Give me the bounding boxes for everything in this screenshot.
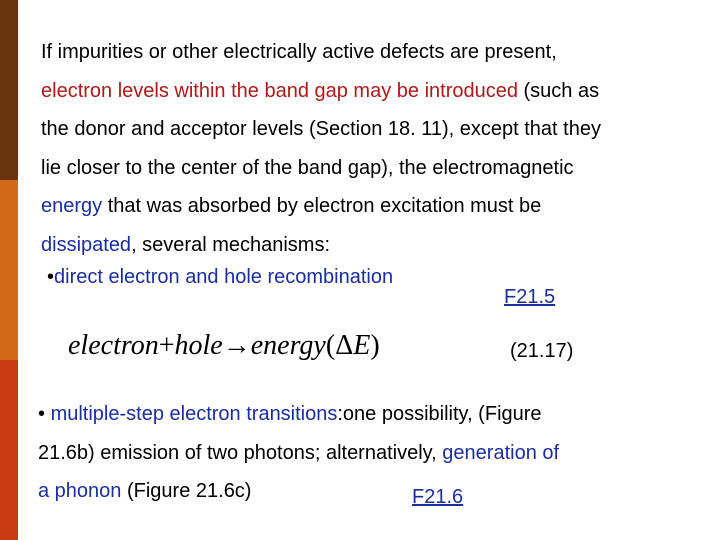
highlight-phonon: a phonon bbox=[38, 480, 122, 502]
figure-link-f21-6[interactable]: F21.6 bbox=[412, 486, 464, 508]
highlight-energy: energy bbox=[41, 195, 103, 217]
paragraph2-line-1-rest: :one possibility, (Figure bbox=[337, 403, 542, 425]
paragraph-multistep bbox=[38, 395, 713, 511]
paragraph-line-6-rest: , several mechanisms: bbox=[131, 233, 331, 256]
equation-term-energy: energy bbox=[250, 330, 326, 361]
paragraph-line-2 bbox=[41, 72, 716, 111]
paragraph-line-3: the donor and acceptor levels (Section 18. 11), except that they bbox=[41, 118, 601, 140]
paragraph-impurities bbox=[41, 33, 716, 264]
equation-var-e: E bbox=[353, 330, 371, 361]
bullet-marker: • bbox=[47, 266, 55, 288]
equation-term-electron: electron bbox=[68, 330, 159, 361]
figure-link-f21-5[interactable]: F21.5 bbox=[504, 286, 556, 308]
highlight-multistep: multiple-step electron transitions bbox=[50, 403, 338, 425]
highlight-band-gap-levels: electron levels within the band gap may be introduced bbox=[41, 79, 518, 102]
side-bar-top bbox=[0, 0, 18, 180]
bullet-direct-recombination bbox=[47, 263, 393, 291]
paragraph-line-5 bbox=[41, 187, 716, 226]
paragraph2-line-2-start: 21.6b) emission of two photons; alternatively, bbox=[38, 441, 443, 464]
paragraph-line-5-rest: that was absorbed by electron excitation must be bbox=[102, 195, 542, 217]
bullet-marker-2: • bbox=[38, 403, 46, 425]
paragraph-line-2-rest: (such as bbox=[517, 79, 600, 102]
paragraph2-line-2 bbox=[38, 434, 713, 473]
side-bar-bottom bbox=[0, 360, 18, 540]
paragraph2-line-1 bbox=[38, 395, 713, 434]
bullet-direct-recombination-text: direct electron and hole recombination bbox=[54, 266, 394, 288]
highlight-dissipated: dissipated bbox=[41, 233, 132, 256]
paragraph-line-6 bbox=[41, 226, 716, 265]
highlight-generation-of: generation of bbox=[442, 441, 560, 464]
equation-paren-open: ( bbox=[325, 330, 336, 361]
equation-paren-close: ) bbox=[370, 330, 380, 361]
paragraph2-line-3 bbox=[38, 472, 713, 511]
paragraph-line-1: If impurities or other electrically active defects are present, bbox=[41, 41, 557, 63]
equation-delta: Δ bbox=[335, 330, 354, 361]
equation-recombination bbox=[68, 330, 380, 362]
paragraph2-line-3-rest: (Figure 21.6c) bbox=[121, 480, 252, 502]
equation-plus: + bbox=[158, 330, 175, 361]
side-bar-middle bbox=[0, 180, 18, 360]
paragraph-line-4: lie closer to the center of the band gap), the electromagnetic bbox=[41, 156, 574, 179]
equation-number: (21.17) bbox=[510, 340, 574, 362]
equation-arrow: → bbox=[222, 330, 251, 361]
equation-term-hole: hole bbox=[174, 330, 223, 361]
